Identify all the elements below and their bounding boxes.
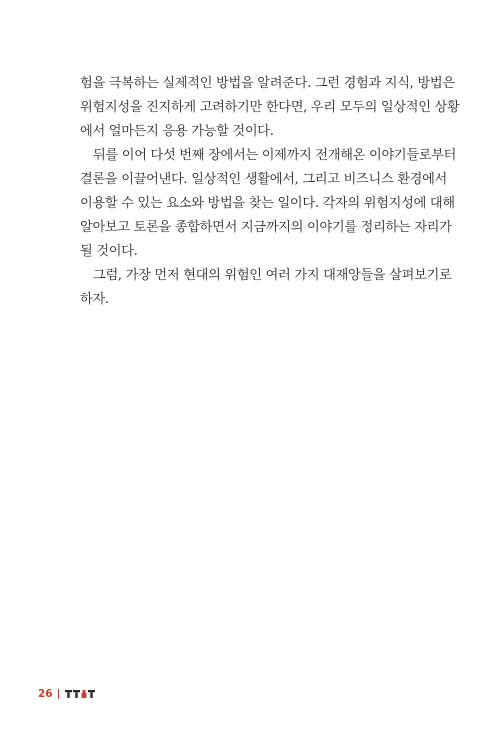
- footer-divider: [58, 689, 59, 699]
- text-line: 그럼, 가장 먼저 현대의 위험인 여러 가지 대재앙들을 살펴보기로: [93, 268, 452, 283]
- text-line: 뒤를 이어 다섯 번째 장에서는 이제까지 전개해온 이야기들로부터: [93, 148, 457, 163]
- logo-figure-icon: [88, 690, 95, 698]
- text-line: 에서 얼마든지 응용 가능할 것이다.: [80, 124, 274, 139]
- text-line: 험을 극복하는 실제적인 방법을 알려준다. 그런 경험과 지식, 방법은: [80, 76, 455, 91]
- text-line: 하자.: [80, 292, 109, 307]
- text-line: 알아보고 토론을 종합하면서 지금까지의 이야기를 정리하는 자리가: [80, 220, 452, 235]
- page-number: 26: [38, 688, 53, 700]
- text-line: 이용할 수 있는 요소와 방법을 찾는 일이다. 각자의 위험지성에 대해: [80, 196, 455, 211]
- text-line: 위험지성을 진지하게 고려하기만 한다면, 우리 모두의 일상적인 상황: [80, 100, 460, 115]
- text-line: 될 것이다.: [80, 244, 138, 259]
- page-footer: [38, 688, 95, 700]
- text-line: 결론을 이끌어낸다. 일상적인 생활에서, 그리고 비즈니스 환경에서: [80, 172, 447, 187]
- logo-figure-icon: [65, 690, 72, 698]
- logo-figure-icon: [81, 690, 87, 698]
- logo-figure-icon: [73, 690, 80, 698]
- body-text: [80, 72, 460, 312]
- series-logo-icon: [65, 690, 95, 698]
